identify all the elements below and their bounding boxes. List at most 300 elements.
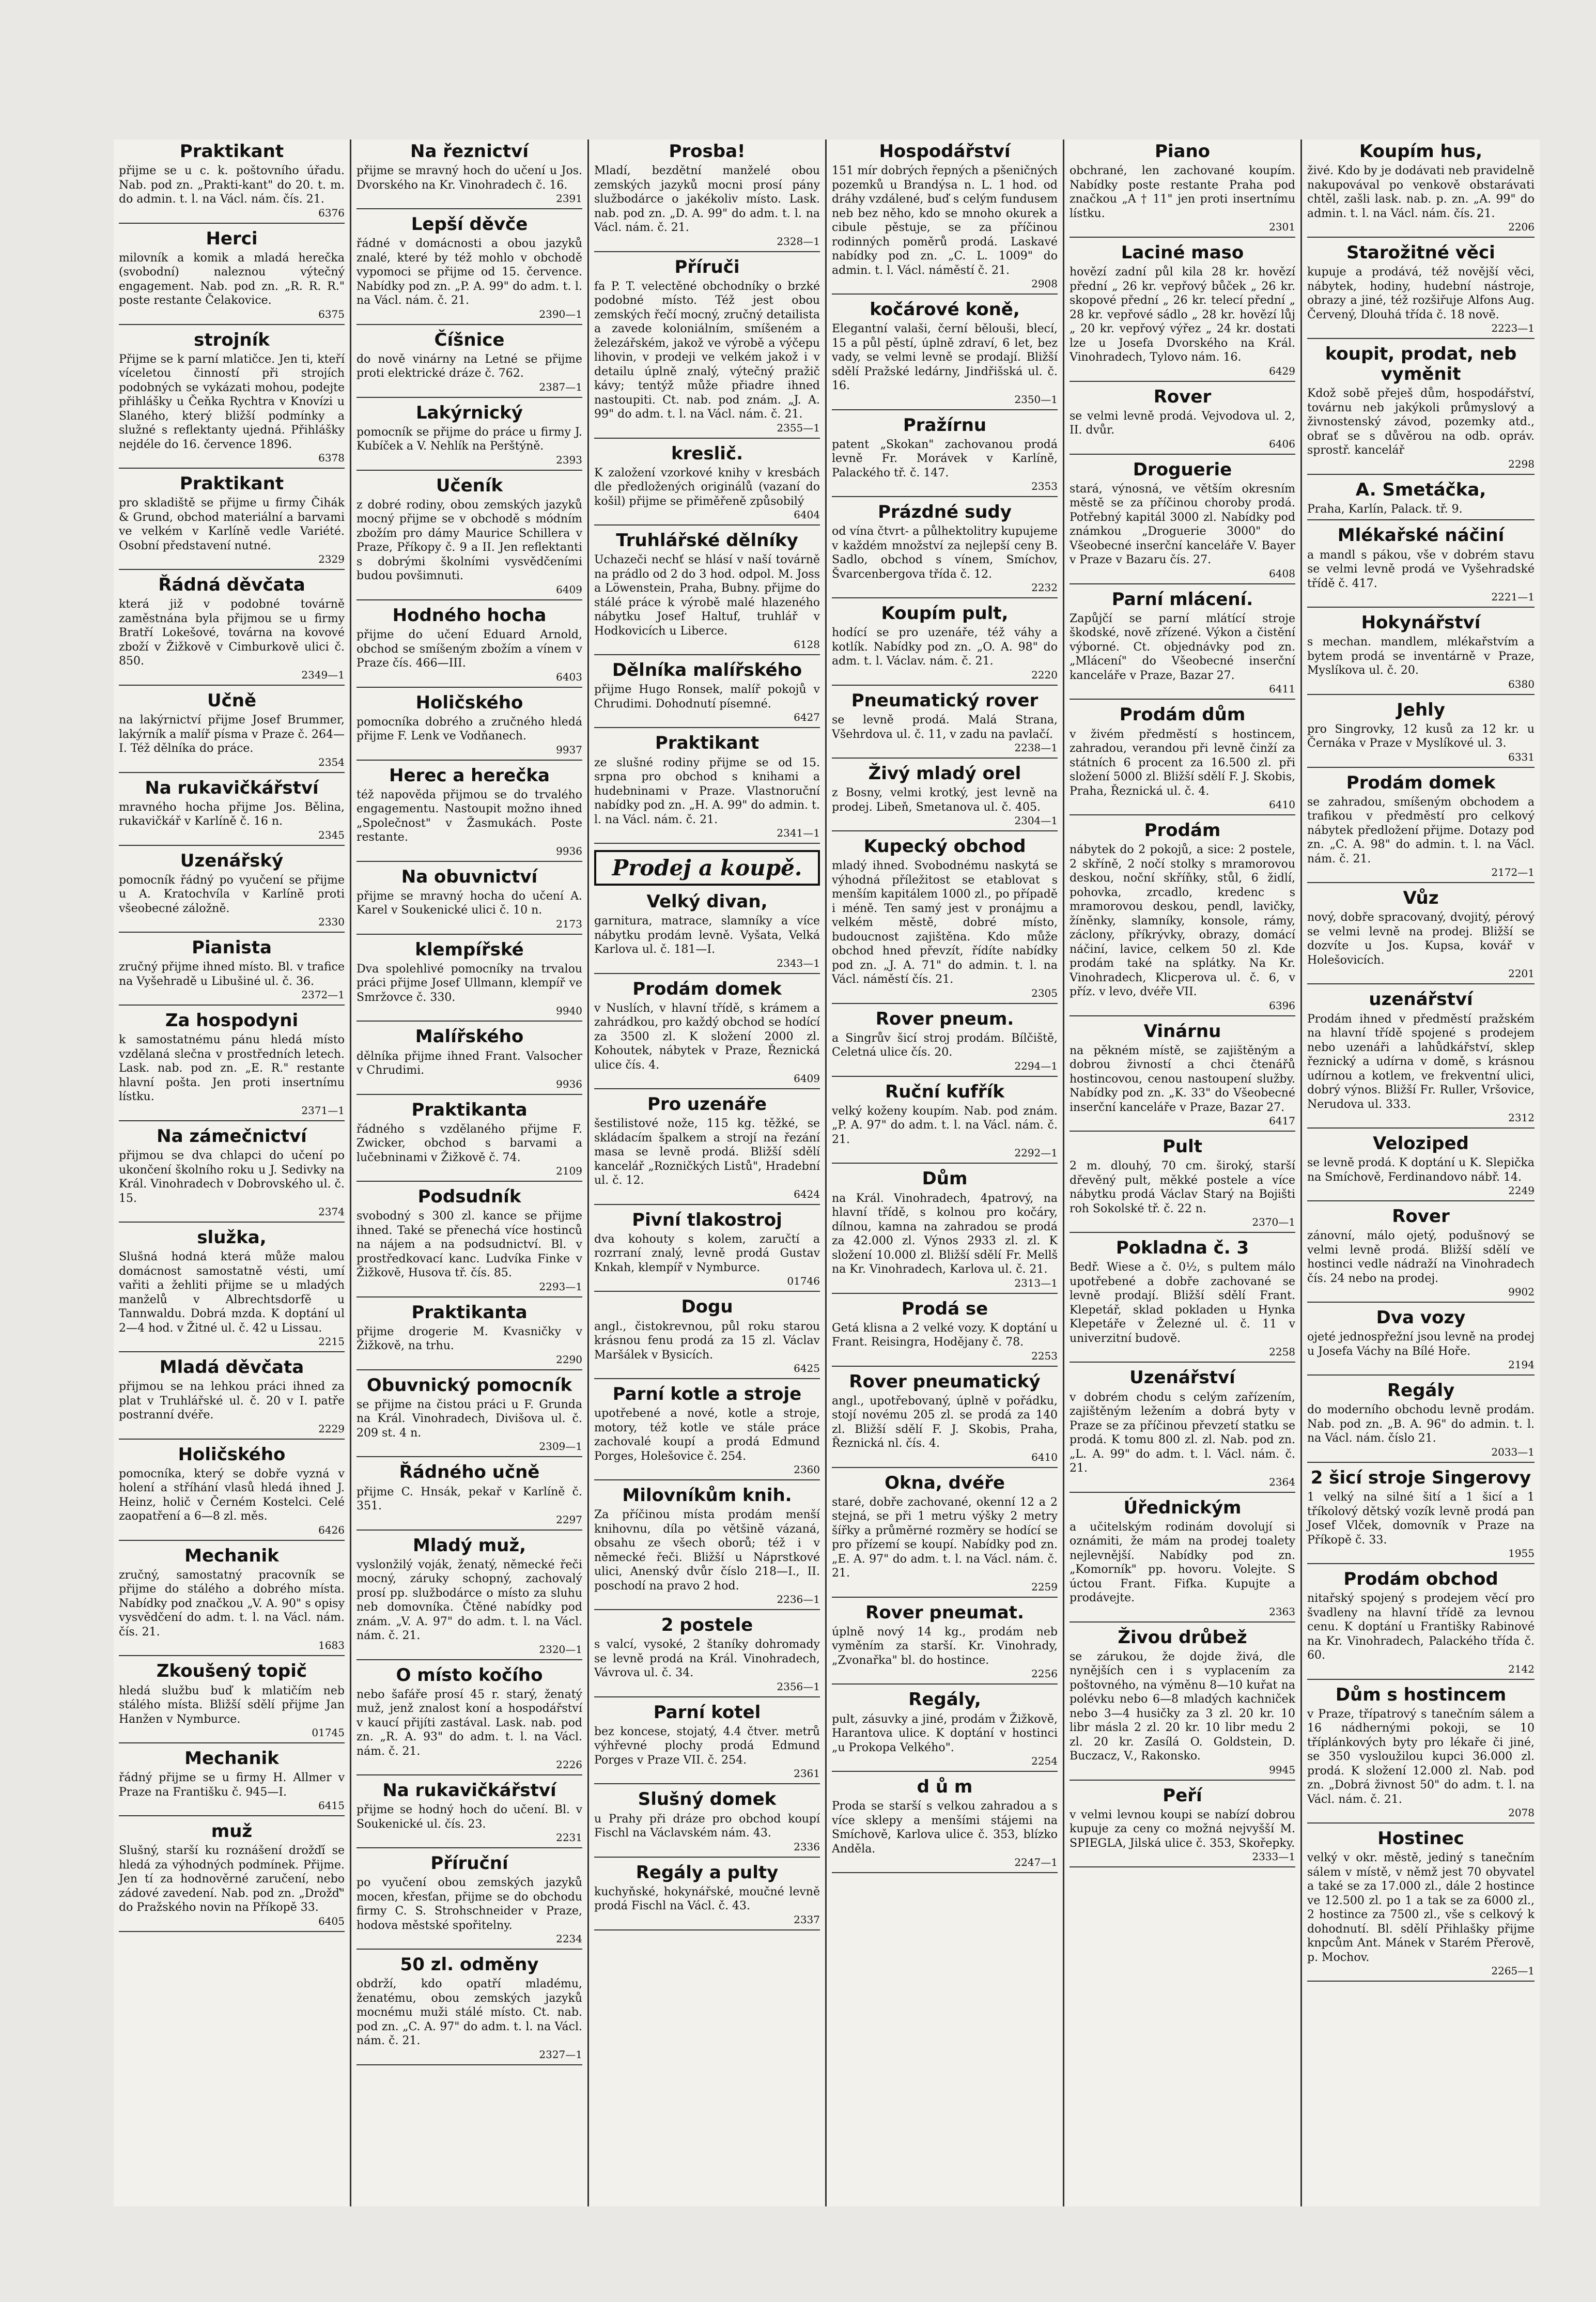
- classified-ad: [119, 778, 345, 846]
- classified-ad: [832, 415, 1058, 498]
- ad-title: Malířského: [415, 1026, 524, 1047]
- ad-title: Rover pneumat.: [865, 1602, 1024, 1623]
- classified-ad: [832, 1009, 1058, 1077]
- classified-ad: [1070, 243, 1295, 382]
- ad-number: 2206: [1508, 221, 1535, 234]
- ad-divider: [832, 830, 1058, 831]
- classified-ad: [832, 1473, 1058, 1598]
- ad-title: Na rukavičkářství: [382, 1780, 556, 1801]
- ad-divider: [832, 293, 1058, 295]
- ad-body: v živém předměstí s hostincem, zahradou, verandou při levně činží za státních 6 procent za 16.500 zl. při složení 5000 zl. Bližší sdělí F. J. Skobis, Praha, Řeznická ul. č. 4. 6410: [1070, 728, 1295, 811]
- classified-ad: [357, 1303, 582, 1370]
- ad-divider: [357, 1847, 582, 1848]
- ad-body: v Praze, třípatrový s tanečním sálem a 16 nádhernými pokoji, se 10 tříplánkových byty pro lékaře či jiné, se 350 vysloužilou kupci 36.000 zl. prodá. K složení 12.000 zl. Nab. pod zn. „Dobrá živnost 50" do adm. t. l. na Václ. nám. č. 21. 2078: [1307, 1707, 1535, 1819]
- ad-divider: [1070, 1131, 1295, 1132]
- ad-title: Prodám: [1144, 820, 1221, 841]
- ad-title: koupit, prodat, neb vyměnit: [1325, 344, 1517, 385]
- classified-ad: [594, 444, 820, 526]
- classified-ad: [832, 1690, 1058, 1772]
- ad-divider: [357, 861, 582, 862]
- ad-divider: [119, 1222, 345, 1223]
- classified-ad: [594, 892, 820, 974]
- ad-body: do nově vinárny na Letné se přijme proti elektrické dráze č. 762. 2387—1: [357, 352, 582, 393]
- ad-number: 2247—1: [1014, 1856, 1058, 1869]
- ad-number: 2232: [1031, 581, 1058, 594]
- ad-body: a Singrův šicí stroj prodám. Bílčiště, Celetná ulice čís. 20. 2294—1: [832, 1031, 1058, 1072]
- ad-body: zánovní, málo ojetý, podušnový se velmi levně prodá. Bližší sdělí ve hostinci vedle nádraží na Vinohradech čís. 24 nebo na prodej. 9902: [1307, 1229, 1535, 1299]
- ad-divider: [1307, 1822, 1535, 1824]
- classified-ad: [1307, 142, 1535, 238]
- classified-ad: [119, 474, 345, 570]
- ad-title: Starožitné věci: [1346, 242, 1495, 264]
- ad-number: 2309—1: [539, 1440, 582, 1453]
- ad-body: přijme C. Hnsák, pekař v Karlíně č. 351. 2297: [357, 1485, 582, 1526]
- ad-body: v dobrém chodu s celým zařízením, zajištěným ležením a dobrá byty v Praze se za příčinou převzetí statku se prodá. K tomu 800 zl. zl. Nab. pod zn. „L. A. 99" do adm. t. l. Václ. nám. č. 21. 2364: [1070, 1391, 1295, 1488]
- ad-number: 6375: [318, 307, 345, 320]
- ad-divider: [832, 1771, 1058, 1772]
- ad-number: 1955: [1508, 1547, 1535, 1559]
- classified-ad: [594, 1384, 820, 1480]
- ad-divider: [594, 1088, 820, 1089]
- ad-divider: [357, 1181, 582, 1182]
- ad-divider: [594, 524, 820, 526]
- classified-ad: [357, 1665, 582, 1776]
- ad-body: pomocník se přijme do práce u firmy J. Kubíček a V. Nehlík na Perštýně. 2393: [357, 425, 582, 466]
- classified-ad: [357, 940, 582, 1022]
- ad-number: 2345: [318, 828, 345, 841]
- ad-number: 2305: [1031, 986, 1058, 999]
- classified-ad: [1070, 387, 1295, 455]
- classified-ad: [1070, 1137, 1295, 1233]
- ad-title: Prodám dům: [1119, 704, 1246, 725]
- classified-ad: [119, 575, 345, 686]
- ad-number: 6424: [794, 1187, 820, 1200]
- ad-number: 9902: [1508, 1286, 1535, 1299]
- ad-title: Dělníka malířského: [612, 660, 802, 681]
- ad-body: Slušná hodná která může malou domácnost samostatně vésti, umí vařiti a žehliti přijme se u mladých manželů v Albrechtsdorfě u Tannwaldu. Dobrá mzda. K doptání ul 2—4 hod. v Žitné ul. č. 42 u Lissau. 2215: [119, 1250, 345, 1348]
- ad-number: 2229: [318, 1422, 345, 1435]
- classified-ad: [594, 1210, 820, 1292]
- ad-title: Hostinec: [1377, 1828, 1464, 1849]
- ad-title: Regály a pulty: [636, 1862, 779, 1883]
- ad-divider: [119, 685, 345, 686]
- ad-body: přijme se u c. k. poštovního úřadu. Nab. pod zn. „Prakti-kant" do 20. t. m. do admin. t. l. na Václ. nám. čís. 21. 6376: [119, 164, 345, 219]
- ad-body: svobodný s 300 zl. kance se přijme ihned. Také se přenechá více hostinců na nájem a na podsudnictví. Bl. v prostředkovací kanc. Ludvíka Finke v Žižkově, Husova tř. čís. 85. 2293—1: [357, 1210, 582, 1293]
- classified-ad: [594, 1486, 820, 1610]
- ad-number: 6426: [318, 1523, 345, 1536]
- classified-ad: [119, 1126, 345, 1223]
- column-1: [114, 140, 351, 2206]
- classified-ad: [594, 531, 820, 655]
- ad-divider: [119, 845, 345, 846]
- column-4: [827, 140, 1064, 2206]
- ad-title: Mladá děvčata: [159, 1357, 304, 1378]
- ad-number: 2328—1: [777, 235, 820, 248]
- classified-ad: [357, 606, 582, 688]
- classified-ad: [357, 1027, 582, 1094]
- classified-ad: [1070, 1786, 1295, 1868]
- ad-title: Hokynářství: [1361, 612, 1481, 634]
- classified-ad: [1307, 1468, 1535, 1564]
- ad-divider: [1307, 1127, 1535, 1129]
- ad-divider: [1307, 882, 1535, 883]
- ad-number: 2349—1: [301, 668, 345, 681]
- ad-body: Slušný, starší ku roznášení drožďí se hledá za výhodných podmínek. Přijme. Jen tí za hodnověrné zaručení, nebo zádové zavedení. Nab. pod zn. „Drožď" do Pražského novin na Příkopě 33. 6405: [119, 1844, 345, 1927]
- ad-number: 2320—1: [539, 1643, 582, 1656]
- ad-title: Prodám domek: [632, 978, 782, 999]
- ad-number: 2364: [1269, 1475, 1295, 1488]
- ad-number: 2238—1: [1014, 741, 1058, 754]
- ad-body: zručný přijme ihned místo. Bl. v trafice na Vyšehradě u Libušiné ul. č. 36. 2372—1: [119, 961, 345, 1001]
- classified-ad: [1307, 700, 1535, 768]
- classified-ad: [1070, 821, 1295, 1016]
- ad-title: Okna, dvéře: [885, 1472, 1005, 1493]
- ad-body: se zárukou, že dojde živá, dle nynějších cen i s vyplacením za poštovného, na výměnu 8—10 kuřat na polévku nebo 6—8 mladých kachniček nebo 3—4 husičky za 3 zl. 20 kr. 10 libr másla 2 zl. 20 kr. 10 libr medu 2 zl. 20 kr. Zasílá O. Goldstein, D. Buczacz, V., Rakonsko. 9945: [1070, 1650, 1295, 1776]
- classified-ad: [357, 766, 582, 862]
- ad-number: 6429: [1269, 364, 1295, 377]
- ad-number: 2330: [318, 916, 345, 929]
- ad-number: 9936: [556, 844, 582, 857]
- ad-body: patent „Skokan" zachovanou prodá levně Fr. Morávek v Karlíně, Palackého tř. č. 147. 2353: [832, 438, 1058, 493]
- ad-divider: [357, 1094, 582, 1095]
- ad-title: Uzenářství: [1129, 1367, 1235, 1388]
- classified-ad: [357, 1462, 582, 1530]
- newspaper-page: [114, 140, 1540, 2206]
- ad-body: přijme drogerie M. Kvasničky v Žižkově, na trhu. 2290: [357, 1325, 582, 1366]
- ad-title: Herci: [206, 228, 258, 249]
- ad-body: staré, dobře zachované, okenní 12 a 2 stejná, se při 1 metru výšky 2 metry šířky a průměrné rozměry se hodící se pro přízemí se koupí. Nabídky pod zn. „E. A. 97" do adm. t. l. na Václ. nám. č. 21. 2259: [832, 1495, 1058, 1593]
- ad-body: ojeté jednospřežní jsou levně na prodej u Josefa Váchy na Bílé Hoře. 2194: [1307, 1331, 1535, 1371]
- ad-divider: [594, 973, 820, 974]
- classified-ad: [594, 1789, 820, 1857]
- ad-divider: [1307, 1200, 1535, 1201]
- classified-ad: [1307, 990, 1535, 1129]
- ad-title: Na obuvnictví: [401, 866, 538, 887]
- classified-ad: [1307, 1685, 1535, 1824]
- ad-title: Prodá se: [901, 1298, 988, 1319]
- ad-body: bez koncese, stojatý, 4.4 čtver. metrů výhřevné plochy prodá Edmund Porges v Praze VII. č. 254. 2361: [594, 1725, 820, 1780]
- ad-number: 2301: [1269, 221, 1295, 234]
- ad-divider: [1070, 583, 1295, 584]
- ad-title: muž: [211, 1821, 253, 1842]
- ad-divider: [357, 1456, 582, 1457]
- ad-divider: [1070, 454, 1295, 455]
- ad-title: 50 zl. odměny: [400, 1954, 539, 1975]
- ad-title: uzenářství: [1369, 989, 1473, 1010]
- ad-body: Mladí, bezdětní manželé obou zemských jazyků mocni prosí pány službodárce o jakékoliv místo. Lask. nab. pod zn. „D. A. 99" do adm. t. l. na Václ. nám. č. 21. 2328—1: [594, 164, 820, 248]
- ad-title: Parní kotle a stroje: [612, 1384, 802, 1405]
- ad-number: 2173: [556, 917, 582, 930]
- ad-body: pomocníka, který se dobře vyzná v holení a stříhání vlasů hledá ihned J. Heinz, holič v Černém Kostelci. Celé zaopatření a 6—8 zl. měs. 6426: [119, 1467, 345, 1536]
- ad-title: Učně: [207, 690, 257, 711]
- ad-divider: [1307, 767, 1535, 768]
- ad-divider: [119, 223, 345, 224]
- ad-title: Rover: [1392, 1206, 1450, 1227]
- ad-number: 2033—1: [1491, 1445, 1535, 1458]
- ad-title: Koupím hus,: [1359, 141, 1483, 162]
- ad-number: 2336: [794, 1840, 820, 1853]
- ad-number: 2312: [1508, 1111, 1535, 1124]
- ad-divider: [357, 208, 582, 209]
- classified-ad: [594, 1094, 820, 1205]
- ad-divider: [119, 1931, 345, 1932]
- ad-body: z Bosny, velmi krotký, jest levně na prodej. Libeň, Smetanova ul. č. 405. 2304—1: [832, 786, 1058, 827]
- ad-title: Živý mladý orel: [868, 763, 1021, 784]
- ad-title: Slušný domek: [638, 1789, 777, 1810]
- classified-ad: [357, 1376, 582, 1458]
- ad-title: Herec a herečka: [389, 765, 550, 786]
- ad-number: 2327—1: [539, 2048, 582, 2061]
- classified-ad: [1307, 526, 1535, 608]
- ad-body: která již v podobné továrně zaměstnána byla přijmou se u firmy Bratří Lokešové, továrna na kovové zboží v Žižkově v Cimburkově ulici č. 850. 2349—1: [119, 598, 345, 681]
- ad-divider: [594, 1378, 820, 1379]
- ad-title: kočárové koně,: [870, 299, 1020, 320]
- ad-number: 6411: [1269, 683, 1295, 696]
- ad-number: 2313—1: [1014, 1276, 1058, 1289]
- ad-divider: [594, 1291, 820, 1292]
- classified-ad: [594, 660, 820, 728]
- ad-body: 2 m. dlouhý, 70 cm. široký, starší dřevěný pult, měkké postele a více nábytku prodá Václav Starý na Bojišti roh Sokolské tř. č. 22 n. 2370—1: [1070, 1160, 1295, 1229]
- classified-ad: [1307, 1829, 1535, 1982]
- ad-title: Rover pneumatický: [849, 1371, 1041, 1392]
- classified-ad: [832, 1299, 1058, 1367]
- ad-divider: [832, 1003, 1058, 1004]
- classified-ad: [119, 1749, 345, 1816]
- ad-number: 2360: [794, 1463, 820, 1476]
- ad-number: 2372—1: [301, 988, 345, 1001]
- ad-number: 6404: [794, 508, 820, 521]
- ad-title: Truhlářské dělníky: [616, 530, 798, 551]
- ad-title: kreslič.: [671, 443, 743, 464]
- ad-divider: [1070, 1866, 1295, 1867]
- ad-body: obchrané, len zachované koupím. Nabídky poste restante Praha pod značkou „A † 11" jen proti insertnímu lístku. 2301: [1070, 164, 1295, 234]
- ad-number: 2361: [794, 1767, 820, 1780]
- ad-number: 2304—1: [1014, 814, 1058, 827]
- ad-body: Kdož sobě přeješ dům, hospodářství, továrnu neb jakýkoli průmyslový a živnostenský závod, pozemky atd., obrať se s důvěrou na odb. opráv. sprostř. kancelář 2298: [1307, 387, 1535, 470]
- classified-ad: [357, 867, 582, 935]
- ad-body: řádné v domácnosti a obou jazyků znalé, které by též mohlo v obchodě vypomoci se přijme od 15. července. Nabídky pod zn. „P. A. 99" do adm. t. l. na Václ. nám. č. 21. 2390—1: [357, 237, 582, 320]
- classified-ad: [1307, 480, 1535, 521]
- ad-title: O místo kočího: [396, 1664, 543, 1686]
- ad-divider: [357, 470, 582, 471]
- ad-number: 2249: [1508, 1184, 1535, 1197]
- classified-ad: [357, 1955, 582, 2065]
- ad-title: Pult: [1162, 1136, 1203, 1157]
- ad-body: mravného hocha přijme Jos. Bělina, rukavičkář v Karlíně č. 16 n. 2345: [119, 800, 345, 841]
- ad-body: hodící se pro uzenáře, též váhy a kotlík. Nabídky pod zn. „O. A. 98" do adm. t. l. Václav. nám. č. 21. 2220: [832, 626, 1058, 681]
- ad-title: Úřednickým: [1123, 1497, 1242, 1518]
- ad-number: 9936: [556, 1077, 582, 1090]
- classified-ad: [1070, 460, 1295, 584]
- ad-number: 2356—1: [777, 1680, 820, 1693]
- ad-body: hledá službu buď k mlatičím neb stálého místa. Bližší sdělí přijme Jan Hanžen v Nymburce. 01745: [119, 1684, 345, 1739]
- ad-body: přijme Hugo Ronsek, malíř pokojů v Chrudimi. Dohodnutí písemné. 6427: [594, 683, 820, 724]
- ad-number: 2254: [1031, 1755, 1058, 1767]
- ad-title: Pianista: [192, 937, 272, 959]
- ad-divider: [357, 599, 582, 600]
- ad-title: Příruči: [674, 256, 740, 277]
- classified-ad: [1307, 773, 1535, 884]
- ad-divider: [119, 1439, 345, 1440]
- ad-title: Praktikant: [179, 141, 284, 162]
- classified-ad: [1070, 590, 1295, 700]
- ad-divider: [594, 1204, 820, 1205]
- ad-body: od vína čtvrt- a půlhektolitry kupujeme v každém množství za nejlepší ceny B. Sadlo, obchod s vínem, Smíchov, Švarcenbergova třída č. 12. 2232: [832, 525, 1058, 594]
- classified-ad: [119, 229, 345, 325]
- classified-ad: [119, 1445, 345, 1541]
- ad-number: 6331: [1508, 750, 1535, 763]
- classified-ad: [832, 691, 1058, 759]
- ad-number: 6425: [794, 1362, 820, 1375]
- ad-divider: [1070, 1015, 1295, 1016]
- ad-title: Vůz: [1403, 888, 1439, 909]
- ad-title: Prosba!: [669, 141, 746, 162]
- ad-body: se zahradou, smíšeným obchodem a trafikou v předměstí pro celkový nábytek předložení přijme. Dotazy pod zn. „C. A. 98" do admin. t. l. na Václ. nám. č. 21. 2172—1: [1307, 795, 1535, 879]
- ad-divider: [1070, 1362, 1295, 1363]
- ad-number: 6409: [794, 1072, 820, 1085]
- ad-title: Praktikanta: [411, 1099, 528, 1120]
- ad-body: z dobré rodiny, obou zemských jazyků mocný přijme se v obchodě s módním zbožím pro dámy Maurice Schillera v Praze, Příkopy č. 9 a II. Jen reflektanti s dobrými školními vysvědčeními budou povšimnuti. 6409: [357, 498, 582, 596]
- ad-number: 6427: [794, 711, 820, 724]
- classified-ad: [1070, 1238, 1295, 1363]
- ad-number: 2221—1: [1491, 591, 1535, 604]
- ad-divider: [357, 1296, 582, 1297]
- classified-ad: [119, 142, 345, 224]
- ad-divider: [119, 772, 345, 773]
- ad-divider: [119, 1742, 345, 1743]
- ad-body: pomocníka dobrého a zručného hledá přijme F. Lenk ve Vodňanech. 9937: [357, 715, 582, 756]
- ad-title: Na rukavičkářství: [145, 777, 319, 798]
- ad-body: též napověda přijmou se do trvalého engagementu. Nastoupit možno ihned „Společnost" v Žasmukách. Poste restante. 9936: [357, 788, 582, 857]
- ad-divider: [1307, 607, 1535, 608]
- ad-divider: [594, 1696, 820, 1697]
- ad-title: Učeník: [436, 475, 503, 496]
- ad-number: 2215: [318, 1335, 345, 1348]
- ad-divider: [832, 409, 1058, 410]
- ad-number: 2297: [556, 1513, 582, 1526]
- ad-divider: [832, 1163, 1058, 1164]
- ad-divider: [119, 468, 345, 469]
- ad-body: Přijme se k parní mlatičce. Jen ti, kteří víceletou činností při strojích podobných se vykázati mohou, podejte přihlášky u Čeňka Rychtra v Knovízi u Slaného, který bližší podmínky a služné s reflektanty ujedná. Přihlášky nejdéle do 16. července 1896. 6378: [119, 352, 345, 465]
- ad-body: 151 mír dobrých řepných a pšeničných pozemků u Brandýsa n. L. 1 hod. od dráhy vzdálené, buď s celým fundusem neb bez něho, kdo se mnoho okurek a cibule pěstuje, se za příčinou rodinných poměrů prodá. Laskavé nabídky pod zn. „C. L. 1009" do admin. t. l. Václ. náměstí č. 21. 2908: [832, 164, 1058, 290]
- ad-body: pro Singrovky, 12 kusů za 12 kr. u Černáka v Praze v Myslíkové ul. 3. 6331: [1307, 722, 1535, 763]
- ad-number: 2363: [1269, 1605, 1295, 1618]
- ad-title: Rover: [1153, 386, 1212, 407]
- ad-title: Regály,: [908, 1689, 981, 1710]
- ad-body: ze slušné rodiny přijme se od 15. srpna pro obchod s knihami a hudebninami v Praze. Vlastnoruční nabídky pod zn. „H. A. 99" do admin. t. l. na Václ. nám. č. 21. 2341—1: [594, 756, 820, 840]
- ad-number: 2223—1: [1491, 322, 1535, 335]
- ad-title: Lakýrnický: [416, 402, 523, 423]
- ad-number: 2142: [1508, 1662, 1535, 1675]
- ad-body: řádný přijme se u firmy H. Allmer v Praze na Františku č. 945—I. 6415: [119, 1771, 345, 1812]
- ad-divider: [1070, 381, 1295, 382]
- ad-title: Velký divan,: [646, 891, 768, 913]
- ad-title: Dům: [922, 1168, 968, 1189]
- ad-number: 2293—1: [539, 1280, 582, 1293]
- ad-divider: [1307, 1679, 1535, 1680]
- ad-title: Praktikant: [655, 733, 760, 754]
- ad-number: 9937: [556, 743, 582, 756]
- ad-title: Peří: [1163, 1785, 1202, 1806]
- ad-body: a mandl s pákou, vše v dobrém stavu se velmi levně prodá ve Vyšehradské třídě č. 417. 2221—1: [1307, 548, 1535, 604]
- ad-number: 2341—1: [777, 827, 820, 840]
- ad-number: 6128: [794, 638, 820, 651]
- ad-divider: [832, 1076, 1058, 1077]
- ad-title: Praktikanta: [411, 1302, 528, 1323]
- ad-number: 2265—1: [1491, 1965, 1535, 1977]
- ad-divider: [119, 1540, 345, 1541]
- ad-title: Uzenářský: [180, 850, 284, 871]
- ad-number: 2236—1: [777, 1593, 820, 1606]
- ad-number: 01745: [312, 1726, 345, 1739]
- ad-divider: [119, 1351, 345, 1352]
- ad-title: Praktikant: [179, 473, 284, 495]
- ad-title: Pro uzenáře: [647, 1094, 767, 1115]
- ad-number: 2290: [556, 1353, 582, 1366]
- ad-title: Holičského: [178, 1444, 286, 1465]
- classified-ad: [1070, 1628, 1295, 1781]
- ad-title: Mechanik: [184, 1545, 279, 1566]
- ad-divider: [357, 687, 582, 688]
- ad-body: velký koženy koupím. Nab. pod znám. „P. A. 97" do adm. t. l. na Václ. nám. č. 21. 2292—1: [832, 1104, 1058, 1160]
- ad-body: Prodám ihned v předměstí pražském na hlavní třídě spojené s prodejem nebo uzenáři a lahůdkářství, sklep řeznický a udírna v domě, s krásnou udírnou a kotlem, ve frekventní ulici, dobrý výnos. Bližší Fr. Ruller, Vršovice, Nerudova ul. 333. 2312: [1307, 1012, 1535, 1124]
- ad-number: 2370—1: [1252, 1216, 1295, 1229]
- ad-title: Ruční kufřík: [885, 1081, 1004, 1102]
- classified-ad: [594, 733, 820, 844]
- ad-body: dělníka přijme ihned Frant. Valsocher v Chrudimi. 9936: [357, 1049, 582, 1090]
- classified-ad: [832, 837, 1058, 1004]
- ad-title: Kupecký obchod: [863, 836, 1026, 857]
- ad-number: 2387—1: [539, 380, 582, 393]
- ad-body: se velmi levně prodá. Vejvodova ul. 2, II. dvůr. 6406: [1070, 409, 1295, 450]
- ad-body: nebo šafáře prosí 45 r. starý, ženatý muž, jenž znalost koní a hospodářství v kaucí přijíti zastával. Lask. nab. pod zn. „R. A. 93" do adm. t. l. na Václ. nám. č. 21. 2226: [357, 1688, 582, 1771]
- ad-title: Pneumatický rover: [851, 690, 1039, 711]
- ad-number: 2908: [1031, 277, 1058, 290]
- classified-ad: [594, 1615, 820, 1697]
- ad-divider: [594, 1857, 820, 1858]
- ad-number: 01746: [787, 1275, 820, 1288]
- ad-number: 2391: [556, 192, 582, 205]
- classified-ad: [1307, 243, 1535, 339]
- ad-title: Prodám domek: [1346, 772, 1496, 793]
- ad-body: Bedř. Wiese a č. 0½, s pultem málo upotřebené a dobře zachované se levně prodají. Bližší sdělí Frant. Klepetář, sklad pokladen u Hynka Klepetáře v Železné ul. č. 11 v univerzitní budově. 2258: [1070, 1261, 1295, 1358]
- classified-ad: [1070, 142, 1295, 238]
- classified-ad: [357, 1536, 582, 1660]
- ad-title: Za hospodyni: [165, 1010, 299, 1031]
- classified-ad: [832, 1372, 1058, 1468]
- ad-divider: [832, 1597, 1058, 1598]
- ad-title: A. Smetáčka,: [1355, 479, 1486, 500]
- classified-ad: [832, 1169, 1058, 1293]
- ad-divider: [119, 324, 345, 325]
- ad-number: 6396: [1269, 999, 1295, 1012]
- ad-body: se levně prodá. Malá Strana, Všehrdova ul. č. 11, v zadu na pavlačí. 2238—1: [832, 714, 1058, 754]
- ad-number: 6378: [318, 452, 345, 465]
- ad-title: Dogu: [681, 1296, 733, 1318]
- ad-body: se přijme na čistou práci u F. Grunda na Král. Vinohradech, Divišova ul. č. 209 st. 4 n. 2309—1: [357, 1398, 582, 1453]
- ad-number: 6417: [1269, 1115, 1295, 1127]
- ad-divider: [1070, 1780, 1295, 1781]
- ad-body: nový, dobře spracovaný, dvojitý, pérový se velmi levně na prodej. Bližší se dozvíte u Jos. Kupsa, kovář v Holešovicích. 2201: [1307, 911, 1535, 980]
- classified-ad: [357, 142, 582, 209]
- ad-body: na pěkném místě, se zajištěným a dobrou živností a chci čtenářů hostincovou, cenou nastoupení služby. Nabídky pod zn. „K. 33" do Všeobecné inserční kanceláře v Praze, Bazar 27. 6417: [1070, 1044, 1295, 1127]
- ad-body: velký v okr. městě, jediný s tanečním sálem v místě, v němž jest 70 obyvatel a také se za 17.000 zl., dále 2 hostince ve 12.500 zl. po 1 a tak se za 6000 zl., 2 hostince za 7500 zl., vše s celkový k dohodnutí. Bl. sdělí Přihlašky přijme knpcům Ant. Mánek v Starém Přerově, p. Mochov. 2265—1: [1307, 1851, 1535, 1977]
- ad-number: 2333—1: [1252, 1850, 1295, 1863]
- classified-ad: [357, 1853, 582, 1950]
- ad-title: Regály: [1387, 1380, 1455, 1401]
- ad-body: šestilistové nože, 115 kg. těžké, se skládacím špalkem a strojí na řezání masa se levně prodá. Bližší sdělí kancelář „Rozničkých Listů", Hradební ul. č. 12. 6424: [594, 1117, 820, 1200]
- ad-title: Mladý muž,: [412, 1535, 526, 1556]
